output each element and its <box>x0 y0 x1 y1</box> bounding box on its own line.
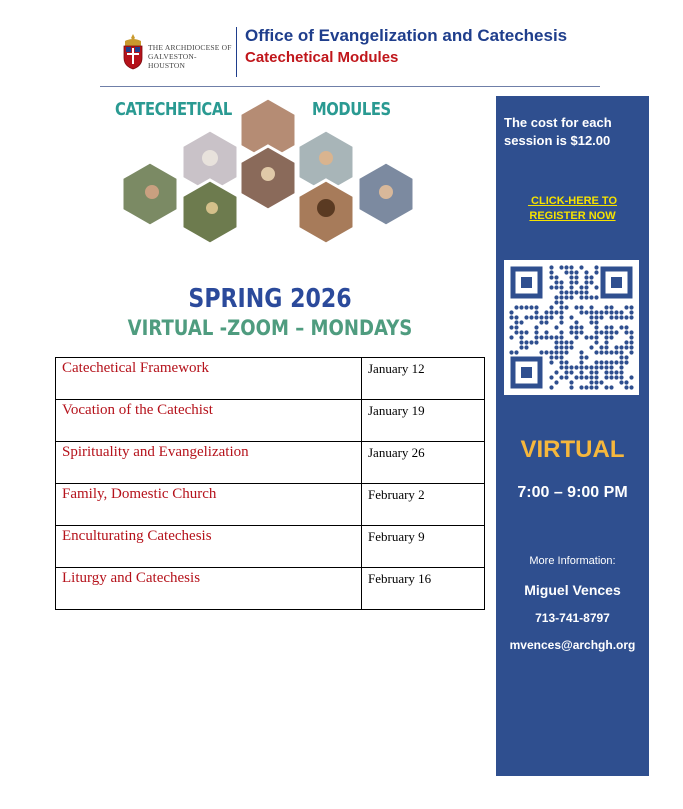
table-row <box>56 568 485 610</box>
module-date: January 26 <box>362 442 485 484</box>
season-heading: SPRING 2026 <box>188 284 352 314</box>
module-topic: Enculturating Catechesis <box>56 526 362 568</box>
registration-qr-code[interactable] <box>504 260 639 395</box>
contact-email[interactable]: mvences@archgh.org <box>509 638 636 652</box>
archdiocese-logo-text <box>148 43 232 70</box>
module-date: February 2 <box>362 484 485 526</box>
contact-name: Miguel Vences <box>524 582 621 598</box>
banner-title-right: MODULES <box>312 99 391 120</box>
schedule-table <box>55 357 485 610</box>
header-rule <box>100 86 600 87</box>
logo-line-2: GALVESTON-HOUSTON <box>148 52 197 70</box>
table-row <box>56 442 485 484</box>
format-heading: VIRTUAL -ZOOM – MONDAYS <box>127 316 413 340</box>
table-row <box>56 400 485 442</box>
more-info-label: More Information: <box>529 555 616 567</box>
module-date: February 16 <box>362 568 485 610</box>
banner-title-left: CATECHETICAL <box>115 99 232 120</box>
module-topic: Spirituality and Evangelization <box>56 442 362 484</box>
table-row <box>56 526 485 568</box>
virtual-label: VIRTUAL <box>520 436 625 463</box>
module-date: January 19 <box>362 400 485 442</box>
module-topic: Vocation of the Catechist <box>56 400 362 442</box>
register-line-2[interactable]: REGISTER NOW <box>529 210 616 222</box>
module-topic: Family, Domestic Church <box>56 484 362 526</box>
logo-line-1: THE ARCHDIOCESE OF <box>148 43 232 52</box>
register-link[interactable] <box>496 194 649 224</box>
archdiocese-shield-icon <box>122 34 144 70</box>
module-topic: Catechetical Framework <box>56 358 362 400</box>
contact-phone: 713-741-8797 <box>535 611 610 625</box>
table-row <box>56 484 485 526</box>
session-time: 7:00 – 9:00 PM <box>517 484 628 501</box>
office-subtitle: Catechetical Modules <box>245 49 399 66</box>
module-topic: Liturgy and Catechesis <box>56 568 362 610</box>
module-date: January 12 <box>362 358 485 400</box>
info-sidebar <box>496 96 649 776</box>
office-title: Office of Evangelization and Catechesis <box>245 26 568 45</box>
table-row <box>56 358 485 400</box>
header-divider <box>236 27 237 77</box>
session-cost: The cost for each session is $12.00 <box>504 115 612 148</box>
module-date: February 9 <box>362 526 485 568</box>
register-line-1[interactable]: CLICK-HERE TO <box>527 195 618 207</box>
